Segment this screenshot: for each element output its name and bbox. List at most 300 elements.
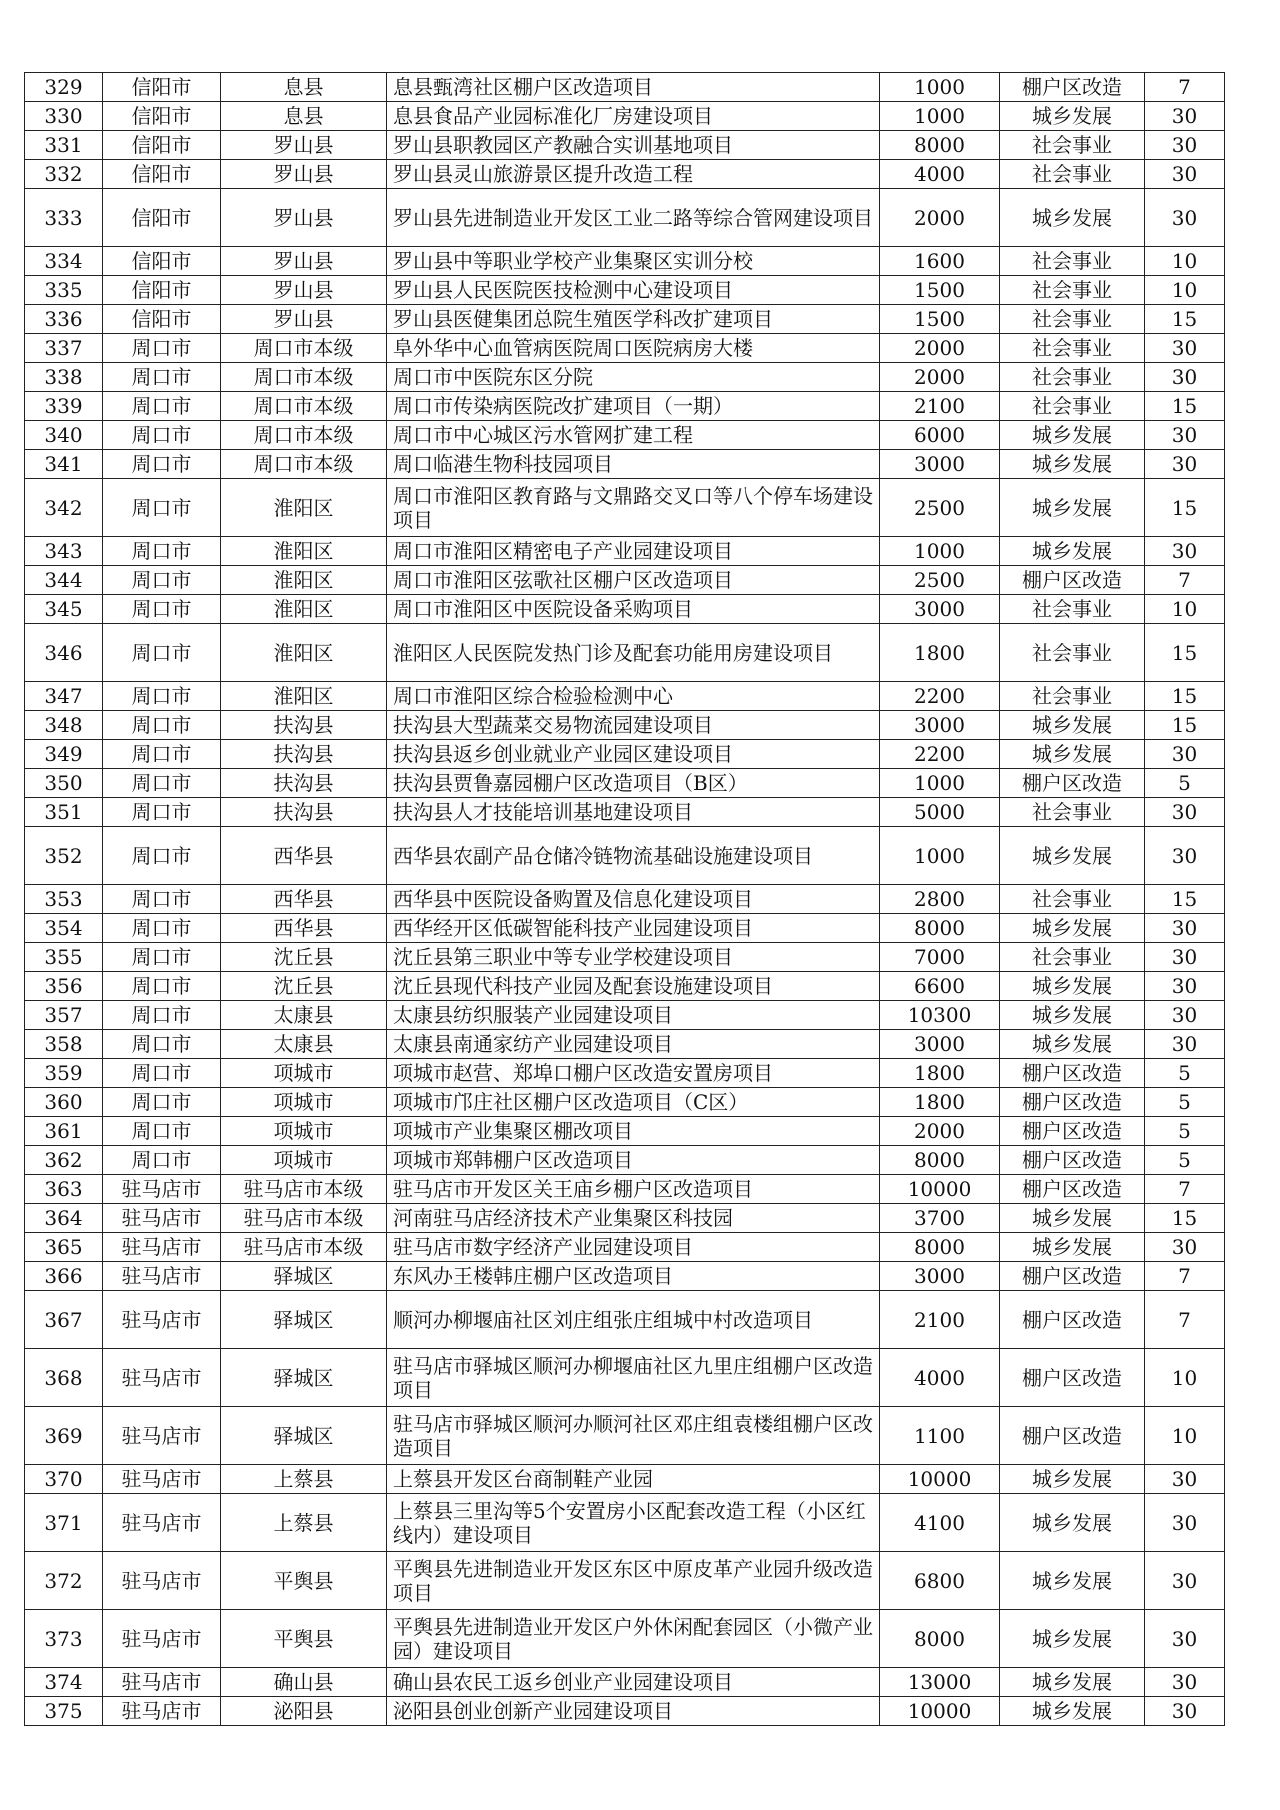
county-cell: 淮阳区 — [221, 566, 387, 595]
table-row — [25, 276, 1225, 305]
amount-cell: 2200 — [880, 682, 1000, 711]
category-cell: 城乡发展 — [1000, 1494, 1145, 1552]
amount-cell: 8000 — [880, 131, 1000, 160]
table-row — [25, 914, 1225, 943]
table-row — [25, 1175, 1225, 1204]
table-row — [25, 1465, 1225, 1494]
category-cell: 社会事业 — [1000, 595, 1145, 624]
amount-cell: 2100 — [880, 1291, 1000, 1349]
years-cell: 30 — [1145, 827, 1225, 885]
row-number-cell: 374 — [25, 1668, 103, 1697]
row-number-cell: 343 — [25, 537, 103, 566]
county-cell: 淮阳区 — [221, 624, 387, 682]
amount-cell: 1000 — [880, 827, 1000, 885]
city-cell: 周口市 — [103, 566, 221, 595]
category-cell: 社会事业 — [1000, 363, 1145, 392]
row-number-cell: 338 — [25, 363, 103, 392]
county-cell: 项城市 — [221, 1088, 387, 1117]
amount-cell: 2000 — [880, 363, 1000, 392]
row-number-cell: 348 — [25, 711, 103, 740]
county-cell: 周口市本级 — [221, 392, 387, 421]
project-name-cell: 周口市淮阳区教育路与文鼎路交叉口等八个停车场建设项目 — [387, 479, 880, 537]
city-cell: 信阳市 — [103, 73, 221, 102]
project-name-cell: 平舆县先进制造业开发区户外休闲配套园区（小微产业园）建设项目 — [387, 1610, 880, 1668]
table-row — [25, 1610, 1225, 1668]
table-row — [25, 421, 1225, 450]
category-cell: 棚户区改造 — [1000, 1407, 1145, 1465]
amount-cell: 10300 — [880, 1001, 1000, 1030]
amount-cell: 1500 — [880, 276, 1000, 305]
table-row — [25, 827, 1225, 885]
row-number-cell: 340 — [25, 421, 103, 450]
category-cell: 城乡发展 — [1000, 1030, 1145, 1059]
amount-cell: 1000 — [880, 73, 1000, 102]
years-cell: 30 — [1145, 1610, 1225, 1668]
county-cell: 周口市本级 — [221, 450, 387, 479]
category-cell: 城乡发展 — [1000, 479, 1145, 537]
amount-cell: 10000 — [880, 1175, 1000, 1204]
category-cell: 城乡发展 — [1000, 1001, 1145, 1030]
project-name-cell: 阜外华中心血管病医院周口医院病房大楼 — [387, 334, 880, 363]
amount-cell: 5000 — [880, 798, 1000, 827]
project-name-cell: 项城市赵营、郑埠口棚户区改造安置房项目 — [387, 1059, 880, 1088]
table-row — [25, 160, 1225, 189]
project-name-cell: 驻马店市驿城区顺河办柳堰庙社区九里庄组棚户区改造项目 — [387, 1349, 880, 1407]
table-row — [25, 1001, 1225, 1030]
category-cell: 城乡发展 — [1000, 711, 1145, 740]
years-cell: 30 — [1145, 972, 1225, 1001]
city-cell: 周口市 — [103, 392, 221, 421]
project-name-cell: 东风办王楼韩庄棚户区改造项目 — [387, 1262, 880, 1291]
project-name-cell: 息县食品产业园标准化厂房建设项目 — [387, 102, 880, 131]
project-name-cell: 罗山县医健集团总院生殖医学科改扩建项目 — [387, 305, 880, 334]
city-cell: 驻马店市 — [103, 1349, 221, 1407]
project-name-cell: 罗山县职教园区产教融合实训基地项目 — [387, 131, 880, 160]
county-cell: 太康县 — [221, 1030, 387, 1059]
city-cell: 驻马店市 — [103, 1233, 221, 1262]
county-cell: 扶沟县 — [221, 711, 387, 740]
city-cell: 信阳市 — [103, 160, 221, 189]
years-cell: 30 — [1145, 740, 1225, 769]
county-cell: 平舆县 — [221, 1552, 387, 1610]
project-name-cell: 周口市传染病医院改扩建项目（一期） — [387, 392, 880, 421]
amount-cell: 2000 — [880, 1117, 1000, 1146]
row-number-cell: 361 — [25, 1117, 103, 1146]
city-cell: 周口市 — [103, 711, 221, 740]
row-number-cell: 345 — [25, 595, 103, 624]
row-number-cell: 330 — [25, 102, 103, 131]
years-cell: 30 — [1145, 334, 1225, 363]
city-cell: 周口市 — [103, 1030, 221, 1059]
amount-cell: 1500 — [880, 305, 1000, 334]
county-cell: 罗山县 — [221, 276, 387, 305]
years-cell: 30 — [1145, 131, 1225, 160]
years-cell: 30 — [1145, 943, 1225, 972]
row-number-cell: 349 — [25, 740, 103, 769]
table-row — [25, 1088, 1225, 1117]
years-cell: 7 — [1145, 1262, 1225, 1291]
table-row — [25, 73, 1225, 102]
project-name-cell: 太康县南通家纺产业园建设项目 — [387, 1030, 880, 1059]
years-cell: 30 — [1145, 102, 1225, 131]
row-number-cell: 336 — [25, 305, 103, 334]
row-number-cell: 371 — [25, 1494, 103, 1552]
row-number-cell: 350 — [25, 769, 103, 798]
city-cell: 周口市 — [103, 769, 221, 798]
table-row — [25, 363, 1225, 392]
years-cell: 15 — [1145, 624, 1225, 682]
project-name-cell: 淮阳区人民医院发热门诊及配套功能用房建设项目 — [387, 624, 880, 682]
project-name-cell: 扶沟县返乡创业就业产业园区建设项目 — [387, 740, 880, 769]
category-cell: 社会事业 — [1000, 943, 1145, 972]
project-name-cell: 周口市淮阳区弦歌社区棚户区改造项目 — [387, 566, 880, 595]
city-cell: 信阳市 — [103, 131, 221, 160]
county-cell: 沈丘县 — [221, 943, 387, 972]
years-cell: 30 — [1145, 914, 1225, 943]
amount-cell: 8000 — [880, 914, 1000, 943]
county-cell: 淮阳区 — [221, 537, 387, 566]
category-cell: 棚户区改造 — [1000, 769, 1145, 798]
years-cell: 15 — [1145, 479, 1225, 537]
row-number-cell: 344 — [25, 566, 103, 595]
amount-cell: 1000 — [880, 769, 1000, 798]
row-number-cell: 364 — [25, 1204, 103, 1233]
city-cell: 驻马店市 — [103, 1668, 221, 1697]
category-cell: 棚户区改造 — [1000, 1291, 1145, 1349]
years-cell: 30 — [1145, 363, 1225, 392]
county-cell: 息县 — [221, 102, 387, 131]
table-row — [25, 769, 1225, 798]
city-cell: 信阳市 — [103, 276, 221, 305]
category-cell: 棚户区改造 — [1000, 1175, 1145, 1204]
row-number-cell: 353 — [25, 885, 103, 914]
amount-cell: 2500 — [880, 566, 1000, 595]
years-cell: 30 — [1145, 1465, 1225, 1494]
amount-cell: 13000 — [880, 1668, 1000, 1697]
county-cell: 驿城区 — [221, 1407, 387, 1465]
city-cell: 周口市 — [103, 798, 221, 827]
table-row — [25, 537, 1225, 566]
city-cell: 驻马店市 — [103, 1262, 221, 1291]
row-number-cell: 363 — [25, 1175, 103, 1204]
amount-cell: 3000 — [880, 1262, 1000, 1291]
county-cell: 驿城区 — [221, 1291, 387, 1349]
years-cell: 7 — [1145, 1175, 1225, 1204]
amount-cell: 3700 — [880, 1204, 1000, 1233]
category-cell: 城乡发展 — [1000, 1668, 1145, 1697]
years-cell: 15 — [1145, 1204, 1225, 1233]
city-cell: 周口市 — [103, 943, 221, 972]
county-cell: 息县 — [221, 73, 387, 102]
years-cell: 15 — [1145, 711, 1225, 740]
project-table — [24, 72, 1225, 1726]
category-cell: 城乡发展 — [1000, 1233, 1145, 1262]
row-number-cell: 370 — [25, 1465, 103, 1494]
city-cell: 周口市 — [103, 914, 221, 943]
row-number-cell: 373 — [25, 1610, 103, 1668]
category-cell: 棚户区改造 — [1000, 1117, 1145, 1146]
amount-cell: 2800 — [880, 885, 1000, 914]
row-number-cell: 372 — [25, 1552, 103, 1610]
category-cell: 城乡发展 — [1000, 1610, 1145, 1668]
city-cell: 驻马店市 — [103, 1697, 221, 1726]
project-name-cell: 上蔡县三里沟等5个安置房小区配套改造工程（小区红线内）建设项目 — [387, 1494, 880, 1552]
row-number-cell: 346 — [25, 624, 103, 682]
row-number-cell: 341 — [25, 450, 103, 479]
amount-cell: 4000 — [880, 1349, 1000, 1407]
category-cell: 社会事业 — [1000, 334, 1145, 363]
table-row — [25, 1204, 1225, 1233]
project-name-cell: 泌阳县创业创新产业园建设项目 — [387, 1697, 880, 1726]
project-name-cell: 周口市淮阳区中医院设备采购项目 — [387, 595, 880, 624]
category-cell: 社会事业 — [1000, 276, 1145, 305]
row-number-cell: 332 — [25, 160, 103, 189]
table-row — [25, 711, 1225, 740]
row-number-cell: 368 — [25, 1349, 103, 1407]
years-cell: 30 — [1145, 1697, 1225, 1726]
project-name-cell: 平舆县先进制造业开发区东区中原皮革产业园升级改造项目 — [387, 1552, 880, 1610]
amount-cell: 4000 — [880, 160, 1000, 189]
table-row — [25, 131, 1225, 160]
years-cell: 30 — [1145, 160, 1225, 189]
table-row — [25, 392, 1225, 421]
years-cell: 10 — [1145, 276, 1225, 305]
category-cell: 社会事业 — [1000, 885, 1145, 914]
row-number-cell: 352 — [25, 827, 103, 885]
city-cell: 周口市 — [103, 682, 221, 711]
table-row — [25, 624, 1225, 682]
row-number-cell: 360 — [25, 1088, 103, 1117]
years-cell: 10 — [1145, 1407, 1225, 1465]
county-cell: 确山县 — [221, 1668, 387, 1697]
category-cell: 城乡发展 — [1000, 914, 1145, 943]
category-cell: 棚户区改造 — [1000, 1088, 1145, 1117]
category-cell: 社会事业 — [1000, 305, 1145, 334]
city-cell: 周口市 — [103, 827, 221, 885]
category-cell: 城乡发展 — [1000, 421, 1145, 450]
project-name-cell: 扶沟县贾鲁嘉园棚户区改造项目（B区） — [387, 769, 880, 798]
row-number-cell: 365 — [25, 1233, 103, 1262]
county-cell: 上蔡县 — [221, 1465, 387, 1494]
county-cell: 扶沟县 — [221, 740, 387, 769]
county-cell: 驻马店市本级 — [221, 1204, 387, 1233]
project-name-cell: 西华县农副产品仓储冷链物流基础设施建设项目 — [387, 827, 880, 885]
table-row — [25, 1697, 1225, 1726]
amount-cell: 1000 — [880, 537, 1000, 566]
amount-cell: 1800 — [880, 1059, 1000, 1088]
table-row — [25, 1407, 1225, 1465]
years-cell: 30 — [1145, 1494, 1225, 1552]
project-name-cell: 周口市中医院东区分院 — [387, 363, 880, 392]
amount-cell: 2200 — [880, 740, 1000, 769]
row-number-cell: 358 — [25, 1030, 103, 1059]
category-cell: 城乡发展 — [1000, 740, 1145, 769]
county-cell: 驿城区 — [221, 1349, 387, 1407]
project-name-cell: 西华县中医院设备购置及信息化建设项目 — [387, 885, 880, 914]
project-name-cell: 罗山县人民医院医技检测中心建设项目 — [387, 276, 880, 305]
city-cell: 周口市 — [103, 450, 221, 479]
category-cell: 社会事业 — [1000, 160, 1145, 189]
city-cell: 驻马店市 — [103, 1494, 221, 1552]
category-cell: 城乡发展 — [1000, 450, 1145, 479]
category-cell: 城乡发展 — [1000, 1697, 1145, 1726]
county-cell: 项城市 — [221, 1146, 387, 1175]
table-row — [25, 943, 1225, 972]
table-row — [25, 798, 1225, 827]
project-name-cell: 驻马店市数字经济产业园建设项目 — [387, 1233, 880, 1262]
city-cell: 信阳市 — [103, 305, 221, 334]
county-cell: 周口市本级 — [221, 363, 387, 392]
years-cell: 30 — [1145, 537, 1225, 566]
amount-cell: 6000 — [880, 421, 1000, 450]
row-number-cell: 362 — [25, 1146, 103, 1175]
project-name-cell: 确山县农民工返乡创业产业园建设项目 — [387, 1668, 880, 1697]
table-row — [25, 595, 1225, 624]
county-cell: 周口市本级 — [221, 421, 387, 450]
table-row — [25, 1291, 1225, 1349]
county-cell: 沈丘县 — [221, 972, 387, 1001]
amount-cell: 3000 — [880, 711, 1000, 740]
table-row — [25, 566, 1225, 595]
row-number-cell: 329 — [25, 73, 103, 102]
amount-cell: 2000 — [880, 334, 1000, 363]
city-cell: 驻马店市 — [103, 1204, 221, 1233]
row-number-cell: 375 — [25, 1697, 103, 1726]
row-number-cell: 359 — [25, 1059, 103, 1088]
years-cell: 15 — [1145, 682, 1225, 711]
table-row — [25, 1146, 1225, 1175]
amount-cell: 10000 — [880, 1697, 1000, 1726]
city-cell: 驻马店市 — [103, 1407, 221, 1465]
city-cell: 周口市 — [103, 1117, 221, 1146]
years-cell: 15 — [1145, 885, 1225, 914]
county-cell: 项城市 — [221, 1059, 387, 1088]
row-number-cell: 357 — [25, 1001, 103, 1030]
county-cell: 罗山县 — [221, 247, 387, 276]
category-cell: 城乡发展 — [1000, 1465, 1145, 1494]
county-cell: 西华县 — [221, 827, 387, 885]
city-cell: 驻马店市 — [103, 1291, 221, 1349]
row-number-cell: 337 — [25, 334, 103, 363]
county-cell: 扶沟县 — [221, 798, 387, 827]
years-cell: 15 — [1145, 392, 1225, 421]
table-row — [25, 1668, 1225, 1697]
county-cell: 罗山县 — [221, 160, 387, 189]
years-cell: 30 — [1145, 798, 1225, 827]
years-cell: 30 — [1145, 189, 1225, 247]
city-cell: 周口市 — [103, 479, 221, 537]
project-name-cell: 驻马店市开发区关王庙乡棚户区改造项目 — [387, 1175, 880, 1204]
city-cell: 信阳市 — [103, 247, 221, 276]
table-row — [25, 682, 1225, 711]
table-row — [25, 450, 1225, 479]
county-cell: 上蔡县 — [221, 1494, 387, 1552]
project-name-cell: 太康县纺织服装产业园建设项目 — [387, 1001, 880, 1030]
row-number-cell: 333 — [25, 189, 103, 247]
city-cell: 周口市 — [103, 421, 221, 450]
row-number-cell: 347 — [25, 682, 103, 711]
amount-cell: 1800 — [880, 1088, 1000, 1117]
project-name-cell: 罗山县先进制造业开发区工业二路等综合管网建设项目 — [387, 189, 880, 247]
city-cell: 周口市 — [103, 537, 221, 566]
category-cell: 棚户区改造 — [1000, 1349, 1145, 1407]
row-number-cell: 354 — [25, 914, 103, 943]
table-row — [25, 972, 1225, 1001]
city-cell: 信阳市 — [103, 189, 221, 247]
table-row — [25, 1349, 1225, 1407]
years-cell: 7 — [1145, 1291, 1225, 1349]
table-row — [25, 479, 1225, 537]
table-row — [25, 885, 1225, 914]
category-cell: 社会事业 — [1000, 682, 1145, 711]
project-name-cell: 罗山县中等职业学校产业集聚区实训分校 — [387, 247, 880, 276]
county-cell: 平舆县 — [221, 1610, 387, 1668]
project-name-cell: 周口市淮阳区精密电子产业园建设项目 — [387, 537, 880, 566]
project-name-cell: 上蔡县开发区台商制鞋产业园 — [387, 1465, 880, 1494]
years-cell: 10 — [1145, 247, 1225, 276]
years-cell: 5 — [1145, 1088, 1225, 1117]
table-row — [25, 1117, 1225, 1146]
city-cell: 周口市 — [103, 1146, 221, 1175]
table-row — [25, 102, 1225, 131]
amount-cell: 2100 — [880, 392, 1000, 421]
city-cell: 周口市 — [103, 1059, 221, 1088]
project-name-cell: 驻马店市驿城区顺河办顺河社区邓庄组袁楼组棚户区改造项目 — [387, 1407, 880, 1465]
city-cell: 周口市 — [103, 885, 221, 914]
project-name-cell: 沈丘县现代科技产业园及配套设施建设项目 — [387, 972, 880, 1001]
years-cell: 15 — [1145, 305, 1225, 334]
county-cell: 淮阳区 — [221, 479, 387, 537]
category-cell: 城乡发展 — [1000, 189, 1145, 247]
county-cell: 太康县 — [221, 1001, 387, 1030]
category-cell: 社会事业 — [1000, 131, 1145, 160]
county-cell: 驻马店市本级 — [221, 1175, 387, 1204]
years-cell: 30 — [1145, 1668, 1225, 1697]
category-cell: 棚户区改造 — [1000, 566, 1145, 595]
category-cell: 社会事业 — [1000, 247, 1145, 276]
row-number-cell: 334 — [25, 247, 103, 276]
years-cell: 5 — [1145, 1146, 1225, 1175]
project-name-cell: 顺河办柳堰庙社区刘庄组张庄组城中村改造项目 — [387, 1291, 880, 1349]
table-row — [25, 1030, 1225, 1059]
project-name-cell: 沈丘县第三职业中等专业学校建设项目 — [387, 943, 880, 972]
row-number-cell: 339 — [25, 392, 103, 421]
years-cell: 10 — [1145, 595, 1225, 624]
amount-cell: 8000 — [880, 1233, 1000, 1262]
city-cell: 周口市 — [103, 595, 221, 624]
county-cell: 项城市 — [221, 1117, 387, 1146]
amount-cell: 4100 — [880, 1494, 1000, 1552]
city-cell: 周口市 — [103, 334, 221, 363]
years-cell: 5 — [1145, 1117, 1225, 1146]
table-row — [25, 1552, 1225, 1610]
county-cell: 泌阳县 — [221, 1697, 387, 1726]
city-cell: 信阳市 — [103, 102, 221, 131]
city-cell: 驻马店市 — [103, 1610, 221, 1668]
category-cell: 社会事业 — [1000, 392, 1145, 421]
amount-cell: 2000 — [880, 189, 1000, 247]
city-cell: 驻马店市 — [103, 1175, 221, 1204]
amount-cell: 1600 — [880, 247, 1000, 276]
table-row — [25, 1262, 1225, 1291]
category-cell: 棚户区改造 — [1000, 1059, 1145, 1088]
years-cell: 5 — [1145, 769, 1225, 798]
years-cell: 30 — [1145, 1030, 1225, 1059]
project-name-cell: 扶沟县人才技能培训基地建设项目 — [387, 798, 880, 827]
project-table-body — [25, 73, 1225, 1726]
county-cell: 罗山县 — [221, 189, 387, 247]
city-cell: 周口市 — [103, 972, 221, 1001]
